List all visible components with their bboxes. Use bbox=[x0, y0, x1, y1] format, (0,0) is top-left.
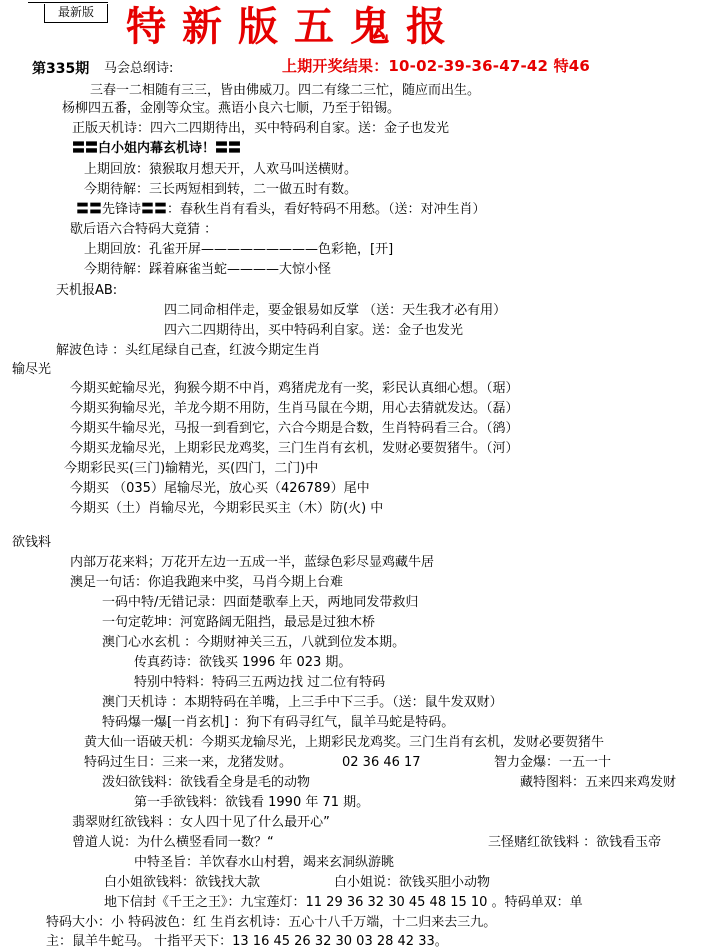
section-heading: 输尽光 bbox=[12, 362, 52, 377]
text-line: 三春一二相随有三三，皆由佛威刀。四二有缘二三忙，随应而出生。 bbox=[90, 83, 481, 98]
text-line: 澳门天机诗 ：本期特码在羊嘴，上三手中下三手。（送：鼠牛发双财） bbox=[102, 695, 503, 710]
text-line: 泼妇欲钱料：欲钱看全身是毛的动物 bbox=[102, 775, 311, 790]
page-title: 特新版五鬼报 bbox=[126, 3, 462, 50]
text-line: 中特圣旨：羊饮春水山村碧，竭来玄洞纵游眺 bbox=[134, 855, 395, 870]
text-line: 第一手欲钱料：欲钱看 1990 年 71 期。 bbox=[134, 795, 370, 810]
text-line: 白小姐欲钱料：欲钱找大款 bbox=[104, 875, 261, 890]
text-line: 一句定乾坤：河宽路阔无阻挡，最忌是过独木桥 bbox=[102, 615, 376, 630]
text-line: 今期买（土）肖输尽光，今期彩民买主（木）防(火) 中 bbox=[70, 501, 384, 516]
text-line: 今期买 （035）尾输尽光，放心买（426789）尾中 bbox=[70, 481, 370, 496]
issue-subtitle: 马会总纲诗: bbox=[104, 61, 174, 76]
text-line: 天机报AB: bbox=[56, 283, 118, 298]
text-line: 藏特图料：五来四来鸡发财 bbox=[520, 775, 677, 790]
edition-label: 最新版 bbox=[44, 4, 108, 23]
text-line: 黄大仙一语破天机：今期买龙输尽光，上期彩民龙鸡奖。三门生肖有玄机，发财必要贺猪牛 bbox=[84, 735, 605, 750]
text-line: 地下信封《千王之王》：九宝莲灯：11 29 36 32 30 45 48 15 10 。特码单双：单 bbox=[104, 895, 583, 910]
text-line: 一码中特/无错记录：四面楚歌奉上天，两地同发带救归 bbox=[102, 595, 419, 610]
section-heading: 欲钱料 bbox=[12, 535, 52, 550]
issue-number: 第335期 bbox=[32, 61, 90, 77]
text-line: 曾道人说：为什么横竖看同一数？“ bbox=[72, 835, 274, 850]
text-line: 今期待解：三长两短相到转，二一做五时有数。 bbox=[84, 182, 358, 197]
text-line: 澳门心水玄机 ：今期财神关三五，八就到位发本期。 bbox=[102, 635, 406, 650]
text-line: 02 36 46 17 bbox=[342, 755, 421, 770]
text-line: 今期待解：踩着麻雀当蛇————大惊小怪 bbox=[84, 262, 332, 277]
text-line: 四六二四期待出，买中特码利自家。送：金子也发光 bbox=[164, 323, 464, 338]
text-line: 正版天机诗：四六二四期待出，买中特码利自家。送：金子也发光 bbox=[72, 121, 450, 136]
text-line: 特别中特料：特码三五两边找 过二位有特码 bbox=[134, 675, 386, 690]
text-line: 今期彩民买(三门)输精光，买(四门，二门)中 bbox=[64, 461, 319, 476]
text-line: 四二同命相伴走，要金银易如反掌 （送：天生我才必有用） bbox=[164, 303, 507, 318]
section-heading: 〓〓白小姐内幕玄机诗！〓〓 bbox=[72, 141, 242, 156]
text-line: 三怪赌红欲钱料 ：欲钱看玉帝 bbox=[488, 835, 662, 850]
text-line: 歇后语六合特码大竟猜 ： bbox=[70, 222, 218, 237]
text-line: 主：鼠羊牛蛇马。 十指平天下：13 16 45 26 32 30 03 28 42 33。 bbox=[46, 934, 448, 949]
text-line: 澳足一句话：你追我跑来中奖，马肖今期上台难 bbox=[70, 575, 344, 590]
text-line: 特码过生日：三来一来，龙猪发财。 bbox=[84, 755, 293, 770]
text-line: 今期买蛇输尽光，狗猴今期不中肖，鸡猪虎龙有一奖，彩民认真细心想。（琚） bbox=[70, 381, 519, 396]
last-draw-result: 上期开奖结果：10-02-39-36-47-42 特46 bbox=[282, 57, 591, 75]
text-line: 今期买狗输尽光，羊龙今期不用防，生肖马鼠在今期，用心去猜就发达。（磊） bbox=[70, 401, 519, 416]
text-line: 翡翠财红欲钱料 ：女人四十见了什么最开心” bbox=[72, 815, 330, 830]
text-line: 杨柳四五番，金刚等众宝。燕语小良六七顺，乃至于铅锡。 bbox=[62, 101, 401, 116]
top-rule bbox=[28, 2, 108, 3]
text-line: 特码大小：小 特码波色：红 生肖玄机诗：五心十八千万端，十二归来去三九。 bbox=[46, 915, 497, 930]
text-line: 解波色诗 ：头红尾绿自己查，红波今期定生肖 bbox=[56, 343, 321, 358]
text-line: 特码爆一爆[一肖玄机] ：狗下有码寻红气，鼠羊马蛇是特码。 bbox=[102, 715, 455, 730]
text-line: 上期回放：孔雀开屏—————————色彩艳，[开] bbox=[84, 242, 394, 257]
text-line: 智力金爆：一五一十 bbox=[494, 755, 612, 770]
text-line: 白小姐说：欲钱买胆小动物 bbox=[334, 875, 491, 890]
text-line: 今期买龙输尽光，上期彩民龙鸡奖，三门生肖有玄机，发财必要贺猪牛。（河） bbox=[70, 441, 519, 456]
text-line: 今期买牛输尽光，马报一到看到它，六合今期是合数，生肖特码看三合。（鹆） bbox=[70, 421, 519, 436]
text-line: 传真药诗：欲钱买 1996 年 023 期。 bbox=[134, 655, 352, 670]
text-line: 〓〓先锋诗〓〓：春秋生肖有看头，看好特码不用愁。（送：对冲生肖） bbox=[76, 202, 486, 217]
text-line: 内部万花来料；万花开左边一五成一半，蓝绿色彩尽显鸡藏牛居 bbox=[70, 555, 435, 570]
text-line: 上期回放：猿猴取月想天开，人欢马叫送横财。 bbox=[84, 162, 358, 177]
